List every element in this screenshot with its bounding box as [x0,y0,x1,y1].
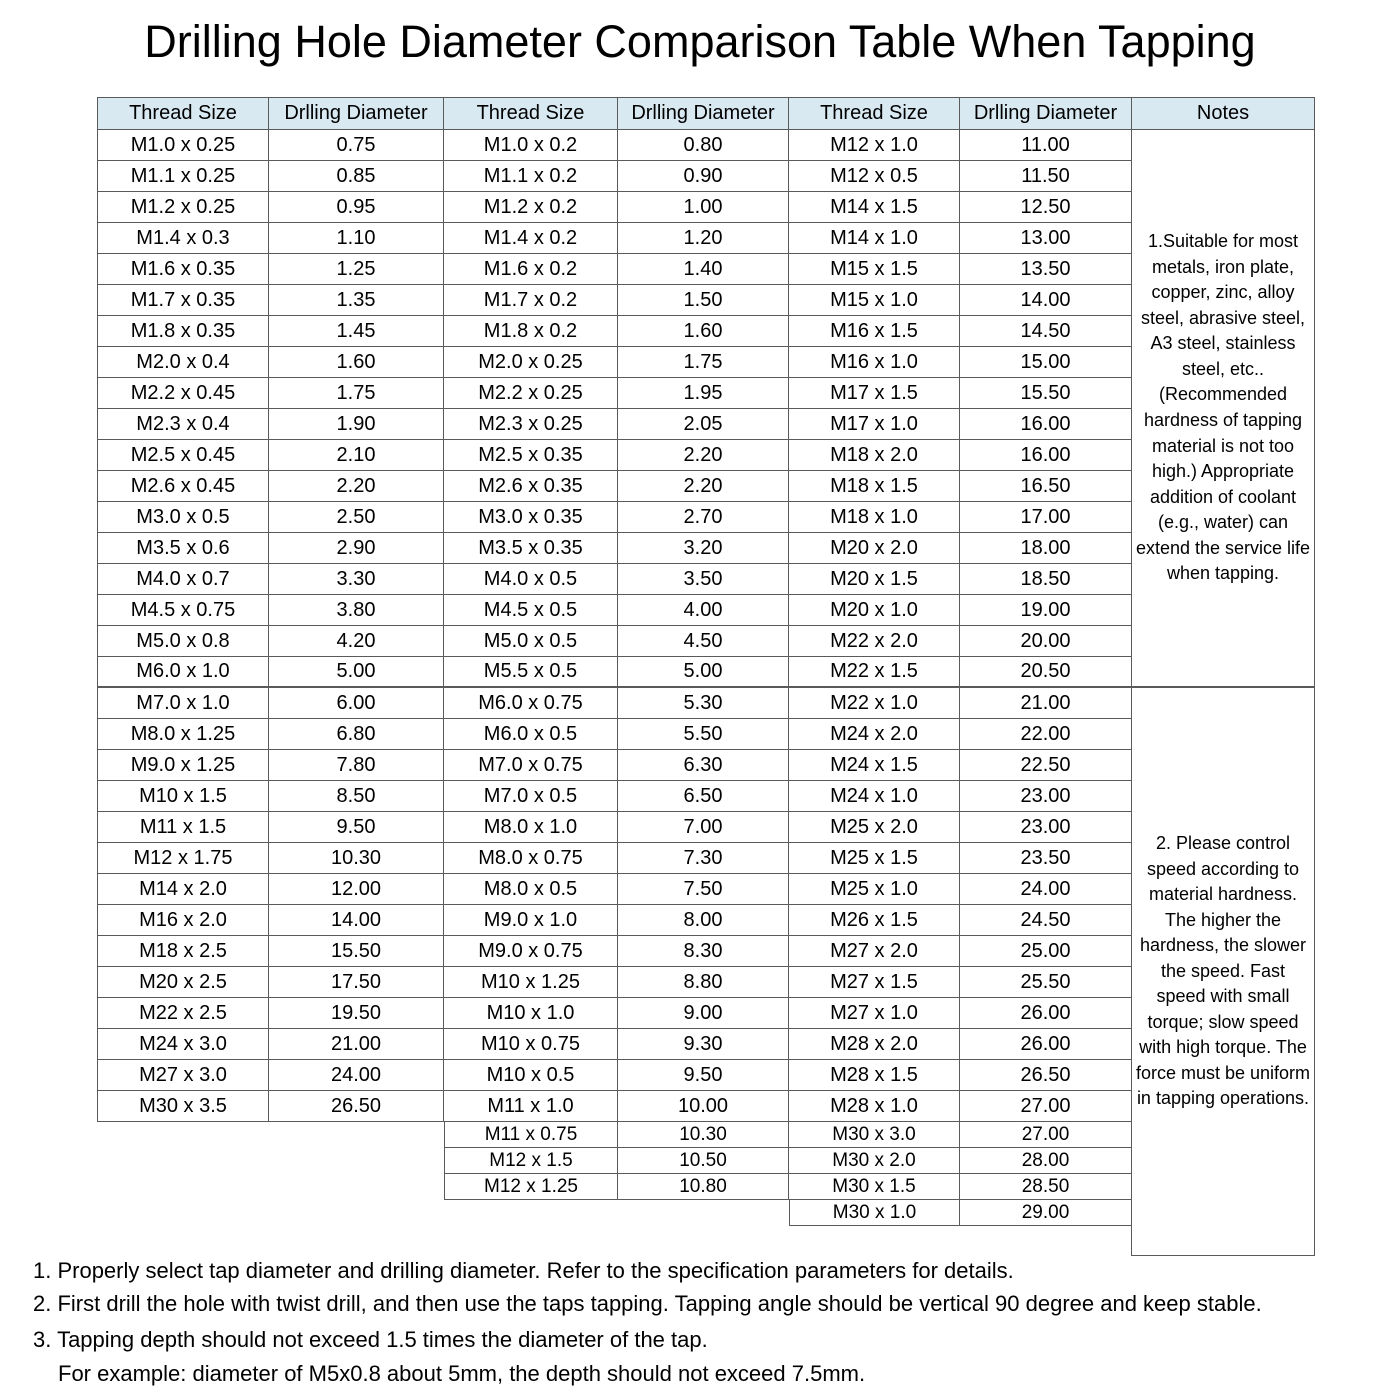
thread-size-cell: M8.0 x 0.75 [444,843,618,874]
drilling-diameter-cell: 16.00 [960,440,1131,471]
thread-size-cell: M15 x 1.5 [789,254,960,285]
drilling-diameter-cell: 9.00 [618,998,789,1029]
drilling-diameter-cell: 23.00 [960,781,1131,812]
drilling-diameter-cell: 10.80 [618,1174,789,1200]
thread-size-cell: M18 x 1.0 [789,502,960,533]
thread-size-cell: M3.0 x 0.5 [97,502,269,533]
drilling-diameter-cell: 1.40 [618,254,789,285]
drilling-diameter-cell: 15.50 [269,936,444,967]
drilling-diameter-cell: 8.80 [618,967,789,998]
drilling-diameter-cell: 11.00 [960,130,1131,161]
footer-note-3-example: For example: diameter of M5x0.8 about 5mm, the depth should not exceed 7.5mm. [58,1361,866,1386]
drilling-diameter-cell: 19.00 [960,595,1131,626]
drilling-diameter-cell: 26.00 [960,1029,1131,1060]
thread-size-cell: M5.5 x 0.5 [444,657,618,688]
thread-size-cell: M1.6 x 0.2 [444,254,618,285]
header-cell: Thread Size [444,97,618,130]
drilling-diameter-cell: 15.00 [960,347,1131,378]
thread-size-cell: M18 x 1.5 [789,471,960,502]
drilling-diameter-cell: 18.50 [960,564,1131,595]
drilling-diameter-cell: 22.50 [960,750,1131,781]
drilling-diameter-cell: 23.00 [960,812,1131,843]
header-cell: Notes [1131,97,1315,130]
thread-size-cell: M16 x 1.0 [789,347,960,378]
header-cell: Drlling Diameter [960,97,1131,130]
drilling-diameter-cell: 1.60 [269,347,444,378]
drilling-diameter-cell: 23.50 [960,843,1131,874]
thread-size-cell: M6.0 x 1.0 [97,657,269,688]
thread-size-cell: M1.7 x 0.35 [97,285,269,316]
thread-size-cell: M1.2 x 0.25 [97,192,269,223]
thread-size-cell: M24 x 1.0 [789,781,960,812]
thread-size-cell: M1.1 x 0.2 [444,161,618,192]
drilling-diameter-cell: 16.50 [960,471,1131,502]
drilling-diameter-cell: 7.00 [618,812,789,843]
thread-size-cell: M5.0 x 0.8 [97,626,269,657]
drilling-diameter-cell: 2.20 [618,471,789,502]
thread-size-cell: M6.0 x 0.75 [444,688,618,719]
drilling-diameter-cell: 14.00 [960,285,1131,316]
thread-size-cell: M14 x 1.5 [789,192,960,223]
header-cell: Thread Size [789,97,960,130]
drilling-diameter-cell: 5.00 [269,657,444,688]
comparison-table [97,97,1315,1256]
thread-size-cell: M22 x 2.0 [789,626,960,657]
thread-size-cell: M2.6 x 0.35 [444,471,618,502]
thread-size-cell: M9.0 x 1.0 [444,905,618,936]
drilling-diameter-cell: 8.30 [618,936,789,967]
drilling-diameter-cell: 3.20 [618,533,789,564]
thread-size-cell: M30 x 3.0 [789,1122,960,1148]
thread-size-cell: M30 x 2.0 [789,1148,960,1174]
drilling-diameter-cell: 10.50 [618,1148,789,1174]
drilling-diameter-cell: 13.50 [960,254,1131,285]
thread-size-cell: M17 x 1.0 [789,409,960,440]
thread-size-cell: M1.8 x 0.35 [97,316,269,347]
thread-size-cell: M9.0 x 1.25 [97,750,269,781]
thread-size-cell: M2.3 x 0.25 [444,409,618,440]
drilling-diameter-cell: 1.90 [269,409,444,440]
thread-size-cell: M2.2 x 0.25 [444,378,618,409]
thread-size-cell: M10 x 1.0 [444,998,618,1029]
drilling-diameter-cell: 5.30 [618,688,789,719]
thread-size-cell: M4.0 x 0.7 [97,564,269,595]
drilling-diameter-cell: 21.00 [960,688,1131,719]
drilling-diameter-cell: 1.45 [269,316,444,347]
thread-size-cell: M1.0 x 0.2 [444,130,618,161]
thread-size-cell: M24 x 1.5 [789,750,960,781]
drilling-diameter-cell: 15.50 [960,378,1131,409]
drilling-diameter-cell: 28.00 [960,1148,1131,1174]
thread-size-cell: M22 x 2.5 [97,998,269,1029]
thread-size-cell: M2.0 x 0.4 [97,347,269,378]
thread-size-cell: M1.0 x 0.25 [97,130,269,161]
drilling-diameter-cell: 6.00 [269,688,444,719]
drilling-diameter-cell: 1.35 [269,285,444,316]
header-cell: Drlling Diameter [269,97,444,130]
drilling-diameter-cell: 3.80 [269,595,444,626]
drilling-diameter-cell: 13.00 [960,223,1131,254]
drilling-diameter-cell: 20.00 [960,626,1131,657]
thread-size-cell: M16 x 2.0 [97,905,269,936]
thread-size-cell: M1.6 x 0.35 [97,254,269,285]
drilling-diameter-cell: 24.00 [960,874,1131,905]
drilling-diameter-cell: 29.00 [960,1200,1131,1226]
drilling-diameter-cell: 10.30 [269,843,444,874]
thread-size-cell: M1.7 x 0.2 [444,285,618,316]
drilling-diameter-cell: 27.00 [960,1091,1131,1122]
thread-size-cell: M7.0 x 0.75 [444,750,618,781]
thread-size-cell: M8.0 x 1.0 [444,812,618,843]
footer-note-3: 3. Tapping depth should not exceed 1.5 times the diameter of the tap. [33,1327,708,1352]
drilling-diameter-cell: 28.50 [960,1174,1131,1200]
thread-size-cell: M1.8 x 0.2 [444,316,618,347]
drilling-diameter-cell: 24.50 [960,905,1131,936]
drilling-diameter-cell: 9.30 [618,1029,789,1060]
thread-size-cell: M4.0 x 0.5 [444,564,618,595]
drilling-diameter-cell: 22.00 [960,719,1131,750]
thread-size-cell: M4.5 x 0.5 [444,595,618,626]
drilling-diameter-cell: 21.00 [269,1029,444,1060]
thread-size-cell: M3.0 x 0.35 [444,502,618,533]
page-title: Drilling Hole Diameter Comparison Table When Tapping [144,16,1256,67]
drilling-diameter-cell: 2.20 [269,471,444,502]
thread-size-cell: M27 x 1.5 [789,967,960,998]
drilling-diameter-cell: 19.50 [269,998,444,1029]
drilling-diameter-cell: 27.00 [960,1122,1131,1148]
drilling-diameter-cell: 8.00 [618,905,789,936]
thread-size-cell: M6.0 x 0.5 [444,719,618,750]
thread-size-cell: M10 x 0.75 [444,1029,618,1060]
thread-size-cell: M3.5 x 0.6 [97,533,269,564]
thread-size-cell: M1.1 x 0.25 [97,161,269,192]
drilling-diameter-cell: 20.50 [960,657,1131,688]
thread-size-cell: M18 x 2.5 [97,936,269,967]
drilling-diameter-cell: 1.95 [618,378,789,409]
drilling-diameter-cell: 1.60 [618,316,789,347]
drilling-diameter-cell: 24.00 [269,1060,444,1091]
drilling-diameter-cell: 26.50 [960,1060,1131,1091]
thread-size-cell: M2.0 x 0.25 [444,347,618,378]
thread-size-cell: M12 x 0.5 [789,161,960,192]
thread-size-cell: M1.2 x 0.2 [444,192,618,223]
drilling-diameter-cell: 3.50 [618,564,789,595]
drilling-diameter-cell: 11.50 [960,161,1131,192]
thread-size-cell: M10 x 1.5 [97,781,269,812]
drilling-diameter-cell: 1.10 [269,223,444,254]
drilling-diameter-cell: 3.30 [269,564,444,595]
thread-size-cell: M30 x 1.0 [789,1200,960,1226]
thread-size-cell: M10 x 1.25 [444,967,618,998]
thread-size-cell: M3.5 x 0.35 [444,533,618,564]
thread-size-cell: M10 x 0.5 [444,1060,618,1091]
drilling-diameter-cell: 8.50 [269,781,444,812]
thread-size-cell: M18 x 2.0 [789,440,960,471]
thread-size-cell: M20 x 1.0 [789,595,960,626]
thread-size-cell: M24 x 2.0 [789,719,960,750]
drilling-diameter-cell: 9.50 [618,1060,789,1091]
drilling-diameter-cell: 1.75 [269,378,444,409]
thread-size-cell: M2.2 x 0.45 [97,378,269,409]
thread-size-cell: M7.0 x 1.0 [97,688,269,719]
thread-size-cell: M17 x 1.5 [789,378,960,409]
thread-size-cell: M11 x 0.75 [444,1122,618,1148]
drilling-diameter-cell: 1.50 [618,285,789,316]
drilling-diameter-cell: 1.20 [618,223,789,254]
drilling-diameter-cell: 6.80 [269,719,444,750]
drilling-diameter-cell: 26.50 [269,1091,444,1122]
thread-size-cell: M2.6 x 0.45 [97,471,269,502]
drilling-diameter-cell: 17.00 [960,502,1131,533]
thread-size-cell: M22 x 1.5 [789,657,960,688]
drilling-diameter-cell: 17.50 [269,967,444,998]
thread-size-cell: M15 x 1.0 [789,285,960,316]
thread-size-cell: M8.0 x 0.5 [444,874,618,905]
thread-size-cell: M27 x 3.0 [97,1060,269,1091]
drilling-diameter-cell: 10.00 [618,1091,789,1122]
thread-size-cell: M14 x 2.0 [97,874,269,905]
thread-size-cell: M20 x 2.5 [97,967,269,998]
thread-size-cell: M27 x 2.0 [789,936,960,967]
thread-size-cell: M25 x 1.5 [789,843,960,874]
drilling-diameter-cell: 0.95 [269,192,444,223]
drilling-diameter-cell: 4.20 [269,626,444,657]
drilling-diameter-cell: 7.80 [269,750,444,781]
drilling-diameter-cell: 1.75 [618,347,789,378]
footer-note-2: 2. First drill the hole with twist drill, and then use the taps tapping. Tapping angle should be vertical 90 degree and keep stable. [33,1291,1262,1316]
drilling-diameter-cell: 25.00 [960,936,1131,967]
drilling-diameter-cell: 6.50 [618,781,789,812]
thread-size-cell: M28 x 2.0 [789,1029,960,1060]
thread-size-cell: M25 x 1.0 [789,874,960,905]
thread-size-cell: M11 x 1.5 [97,812,269,843]
thread-size-cell: M9.0 x 0.75 [444,936,618,967]
drilling-diameter-cell: 18.00 [960,533,1131,564]
thread-size-cell: M28 x 1.5 [789,1060,960,1091]
thread-size-cell: M1.4 x 0.2 [444,223,618,254]
drilling-diameter-cell: 2.50 [269,502,444,533]
thread-size-cell: M30 x 1.5 [789,1174,960,1200]
drilling-diameter-cell: 12.00 [269,874,444,905]
thread-size-cell: M26 x 1.5 [789,905,960,936]
thread-size-cell: M8.0 x 1.25 [97,719,269,750]
header-cell: Drlling Diameter [618,97,789,130]
drilling-diameter-cell: 10.30 [618,1122,789,1148]
drilling-diameter-cell: 14.00 [269,905,444,936]
drilling-diameter-cell: 5.00 [618,657,789,688]
drilling-diameter-cell: 2.10 [269,440,444,471]
thread-size-cell: M5.0 x 0.5 [444,626,618,657]
thread-size-cell: M11 x 1.0 [444,1091,618,1122]
thread-size-cell: M28 x 1.0 [789,1091,960,1122]
drilling-diameter-cell: 2.90 [269,533,444,564]
drilling-diameter-cell: 16.00 [960,409,1131,440]
thread-size-cell: M12 x 1.0 [789,130,960,161]
thread-size-cell: M12 x 1.75 [97,843,269,874]
drilling-diameter-cell: 4.50 [618,626,789,657]
header-cell: Thread Size [97,97,269,130]
drilling-diameter-cell: 1.00 [618,192,789,223]
drilling-diameter-cell: 0.85 [269,161,444,192]
thread-size-cell: M16 x 1.5 [789,316,960,347]
thread-size-cell: M22 x 1.0 [789,688,960,719]
thread-size-cell: M1.4 x 0.3 [97,223,269,254]
drilling-diameter-cell: 26.00 [960,998,1131,1029]
thread-size-cell: M20 x 2.0 [789,533,960,564]
drilling-diameter-cell: 2.20 [618,440,789,471]
thread-size-cell: M25 x 2.0 [789,812,960,843]
thread-size-cell: M30 x 3.5 [97,1091,269,1122]
thread-size-cell: M7.0 x 0.5 [444,781,618,812]
drilling-diameter-cell: 14.50 [960,316,1131,347]
drilling-diameter-cell: 0.75 [269,130,444,161]
thread-size-cell: M2.3 x 0.4 [97,409,269,440]
drilling-diameter-cell: 1.25 [269,254,444,285]
drilling-diameter-cell: 12.50 [960,192,1131,223]
drilling-diameter-cell: 6.30 [618,750,789,781]
notes-cell-1: 1.Suitable for most metals, iron plate, copper, zinc, alloy steel, abrasive steel, A3 steel, stainless steel, etc..(Recommended hardness of tapping material is not too high.) Appropriate addition of coolant (e.g., water) can extend the service life when tapping. [1131,130,1315,688]
thread-size-cell: M14 x 1.0 [789,223,960,254]
thread-size-cell: M24 x 3.0 [97,1029,269,1060]
drilling-diameter-cell: 4.00 [618,595,789,626]
drilling-diameter-cell: 9.50 [269,812,444,843]
drilling-diameter-cell: 2.70 [618,502,789,533]
footer-note-1: 1. Properly select tap diameter and drilling diameter. Refer to the specification parameters for details. [33,1258,1014,1283]
drilling-diameter-cell: 2.05 [618,409,789,440]
thread-size-cell: M27 x 1.0 [789,998,960,1029]
thread-size-cell: M12 x 1.5 [444,1148,618,1174]
notes-cell-2: 2. Please control speed according to material hardness. The higher the hardness, the slower the speed. Fast speed with small torque; slow speed with high torque. The force must be uniform in tapping operations. [1131,688,1315,1256]
thread-size-cell: M20 x 1.5 [789,564,960,595]
drilling-diameter-cell: 25.50 [960,967,1131,998]
drilling-diameter-cell: 7.50 [618,874,789,905]
thread-size-cell: M2.5 x 0.35 [444,440,618,471]
drilling-diameter-cell: 7.30 [618,843,789,874]
thread-size-cell: M4.5 x 0.75 [97,595,269,626]
drilling-diameter-cell: 0.80 [618,130,789,161]
thread-size-cell: M2.5 x 0.45 [97,440,269,471]
drilling-diameter-cell: 5.50 [618,719,789,750]
thread-size-cell: M12 x 1.25 [444,1174,618,1200]
drilling-diameter-cell: 0.90 [618,161,789,192]
